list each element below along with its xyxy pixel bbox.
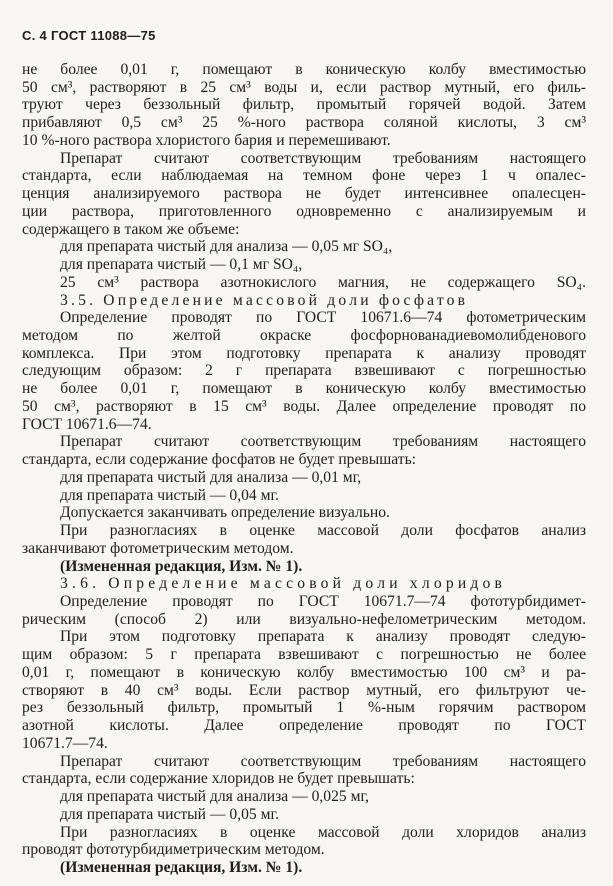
text-line: рез беззольный фильтр, промытый 1 %-ным горячим раствором — [22, 699, 586, 716]
text-line: 50 см³, растворяют в 25 см³ воды и, если раствор мутный, его филь- — [22, 79, 586, 96]
text-line: При разногласиях в оценке массовой доли хлоридов анализ — [60, 824, 586, 841]
page-header: С. 4 ГОСТ 11088—75 — [22, 28, 156, 43]
text-line: ценция анализируемого раствора не будет интенсивнее опалесцен- — [22, 185, 586, 202]
text-line: 0,01 г, помещают в коническую колбу вместимостью 100 см³ и ра- — [22, 664, 586, 681]
text-line: не более 0,01 г, помещают в коническую колбу вместимостью — [22, 61, 586, 78]
text-line: для препарата чистый — 0,04 мг. — [60, 487, 279, 504]
text-line: Препарат считают соответствующим требованиям настоящего — [60, 753, 586, 770]
text-line: щим образом: 5 г препарата взвешивают с погрешностью не более — [22, 646, 586, 663]
text-line: 50 см³, растворяют в 15 см³ воды. Далее определение проводят по — [22, 398, 586, 415]
text-line: Препарат считают соответствующим требованиям настоящего — [60, 150, 586, 167]
text-line: содержащего в таком же объеме: — [22, 221, 240, 238]
text-line: для препарата чистый для анализа — 0,01 мг, — [60, 469, 362, 486]
text-line: 10671.7—74. — [22, 735, 108, 752]
text-line: Определение проводят по ГОСТ 10671.7—74 фототурбидимет- — [60, 593, 586, 610]
text-line: ции раствора, приготовленного одновременно с анализируемым и — [22, 203, 586, 220]
text-line: стандарта, если наблюдаемая на темном фоне через 1 ч опалес- — [22, 167, 586, 184]
text-line: Допускается заканчивать определение визуально. — [60, 504, 390, 521]
text-line: стандарта, если содержание фосфатов не будет превышать: — [22, 451, 417, 468]
text-line: При этом подготовку препарата к анализу проводят следую- — [60, 628, 586, 645]
text-line: следующим образом: 2 г препарата взвешивают с погрешностью — [22, 362, 586, 379]
text-line: не более 0,01 г, помещают в коническую колбу вместимостью — [22, 380, 586, 397]
text-line: для препарата чистый для анализа — 0,025 мг, — [60, 788, 369, 805]
text-line: прибавляют 0,5 см³ 25 %-ного раствора соляной кислоты, 3 см³ — [22, 114, 586, 131]
text-line: труют через беззольный фильтр, промытый горячей водой. Затем — [22, 96, 586, 113]
text-line: азотной кислоты. Далее определение проводят по ГОСТ — [22, 717, 586, 734]
text-line: створяют в 40 см³ воды. Если раствор мутный, его фильтруют че- — [22, 682, 586, 699]
text-line: для препарата чистый — 0,1 мг SO₄, — [60, 256, 303, 273]
text-line: ГОСТ 10671.6—74. — [22, 416, 152, 433]
text-line: стандарта, если содержание хлоридов не будет превышать: — [22, 770, 415, 787]
section-heading-3-6: 3.6. Определение массовой доли хлоридов — [60, 575, 507, 592]
text-line: для препарата чистый для анализа — 0,05 мг SO₄, — [60, 238, 393, 255]
text-line: Препарат считают соответствующим требованиям настоящего — [60, 433, 586, 450]
text-line: Определение проводят по ГОСТ 10671.6—74 фотометрическим — [60, 309, 586, 326]
text-line: для препарата чистый — 0,05 мг. — [60, 806, 279, 823]
text-line: комплекса. При этом подготовку препарата к анализу проводят — [22, 345, 586, 362]
amendment-note: (Измененная редакция, Изм. № 1). — [60, 859, 303, 876]
text-line: проводят фототурбидиметрическим методом. — [22, 841, 325, 858]
text-line: рическим (способ 2) или визуально-нефелометрическим методом. — [22, 611, 586, 628]
text-line: заканчивают фотометрическим методом. — [22, 540, 294, 557]
amendment-note: (Измененная редакция, Изм. № 1). — [60, 558, 303, 575]
text-line: 10 %-ного раствора хлористого бария и перемешивают. — [22, 132, 391, 149]
text-line: При разногласиях в оценке массовой доли фосфатов анализ — [60, 522, 586, 539]
text-line: 25 см³ раствора азотнокислого магния, не содержащего SO₄. — [60, 274, 586, 291]
text-line: методом по желтой окраске фосфорнованадиевомолибденового — [22, 327, 586, 344]
section-heading-3-5: 3.5. Определение массовой доли фосфатов — [60, 292, 469, 309]
